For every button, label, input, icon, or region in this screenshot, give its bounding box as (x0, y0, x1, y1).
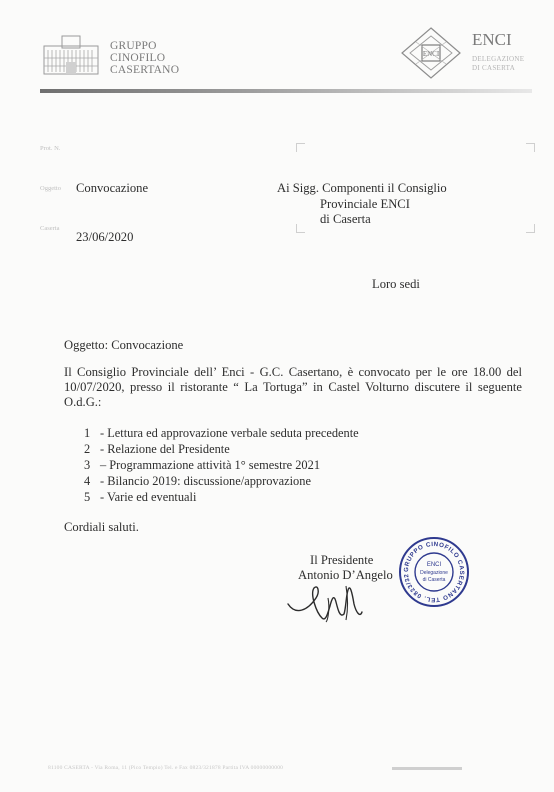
subject-label: Oggetto (40, 185, 61, 192)
agenda-item-number: 2 (84, 442, 91, 456)
org-name-line-3: CASERTANO (110, 64, 180, 76)
footer-bar (392, 767, 462, 770)
address-box-corner-br (526, 224, 535, 233)
agenda-item-text: - Relazione del Presidente (100, 442, 230, 456)
svg-text:GRUPPO CINOFILO CASERTANO TEL: GRUPPO CINOFILO CASERTANO TEL. 0823/32 (402, 540, 466, 604)
signature-title: Il Presidente (310, 553, 374, 567)
body-paragraph: Il Consiglio Provinciale dell’ Enci - G.C. Casertano, è convocato per le ore 18.00 del 10/07/2020, presso il ristorante “ La Tortuga” in Castel Volturno discutere il seguente O.d.G.: (64, 365, 522, 409)
agenda-item (84, 458, 359, 474)
enci-title: ENCI (472, 30, 512, 49)
header-rule (40, 89, 532, 93)
agenda-list (84, 426, 359, 506)
recipient-line-2: Provinciale ENCI (320, 197, 410, 211)
enci-logo (398, 24, 464, 82)
agenda-item-number: 4 (84, 474, 91, 488)
subject-value: Convocazione (76, 181, 149, 195)
org-name-line-2: CINOFILO (110, 52, 166, 64)
recipient-line-1: Ai Sigg. Componenti il Consiglio (277, 181, 447, 195)
agenda-item (84, 426, 359, 442)
handwritten-signature (282, 568, 382, 629)
svg-text:ENCI: ENCI (426, 562, 442, 568)
palace-logo (40, 32, 102, 80)
recipient-line-3: di Caserta (320, 212, 371, 226)
agenda-item-text: - Varie ed eventuali (100, 490, 197, 504)
enci-subtitle-line-1: DELEGAZIONE (472, 55, 525, 63)
prot-label: Prot. N. (40, 145, 61, 152)
organization-name (110, 40, 179, 76)
object-line: Oggetto: Convocazione (64, 338, 184, 352)
date-value: 23/06/2020 (76, 230, 134, 244)
greeting: Loro sedi (372, 277, 420, 291)
enci-subtitle-line-2: DI CASERTA (472, 64, 516, 72)
agenda-item-number: 3 (84, 458, 91, 472)
svg-text:ENCI: ENCI (422, 50, 440, 58)
agenda-item-text: - Bilancio 2019: discussione/approvazione (100, 474, 311, 488)
agenda-item-text: - Lettura ed approvazione verbale seduta precedente (100, 426, 359, 440)
org-name-line-1: GRUPPO (110, 40, 157, 52)
date-label: Caserta (40, 225, 60, 232)
agenda-item-number: 5 (84, 490, 91, 504)
closing: Cordiali saluti. (64, 520, 139, 534)
official-stamp (398, 536, 470, 613)
agenda-item-text: – Programmazione attività 1° semestre 2021 (100, 458, 321, 472)
agenda-item (84, 474, 359, 490)
svg-text:di Caserta: di Caserta (422, 577, 446, 583)
address-box-corner-tl (296, 143, 305, 152)
agenda-item (84, 442, 359, 458)
agenda-item (84, 490, 359, 506)
svg-text:Delegazione: Delegazione (420, 570, 448, 576)
address-box-corner-bl (296, 224, 305, 233)
footer-address: 81100 CASERTA - Via Roma, 11 (Pico Tempio) Tel. e Fax 0823/321878 Partita IVA 00000000000 (48, 765, 284, 771)
signature-name: Antonio D’Angelo (298, 568, 393, 582)
agenda-item-number: 1 (84, 426, 91, 440)
enci-subtitle (472, 55, 524, 73)
address-box-corner-tr (526, 143, 535, 152)
